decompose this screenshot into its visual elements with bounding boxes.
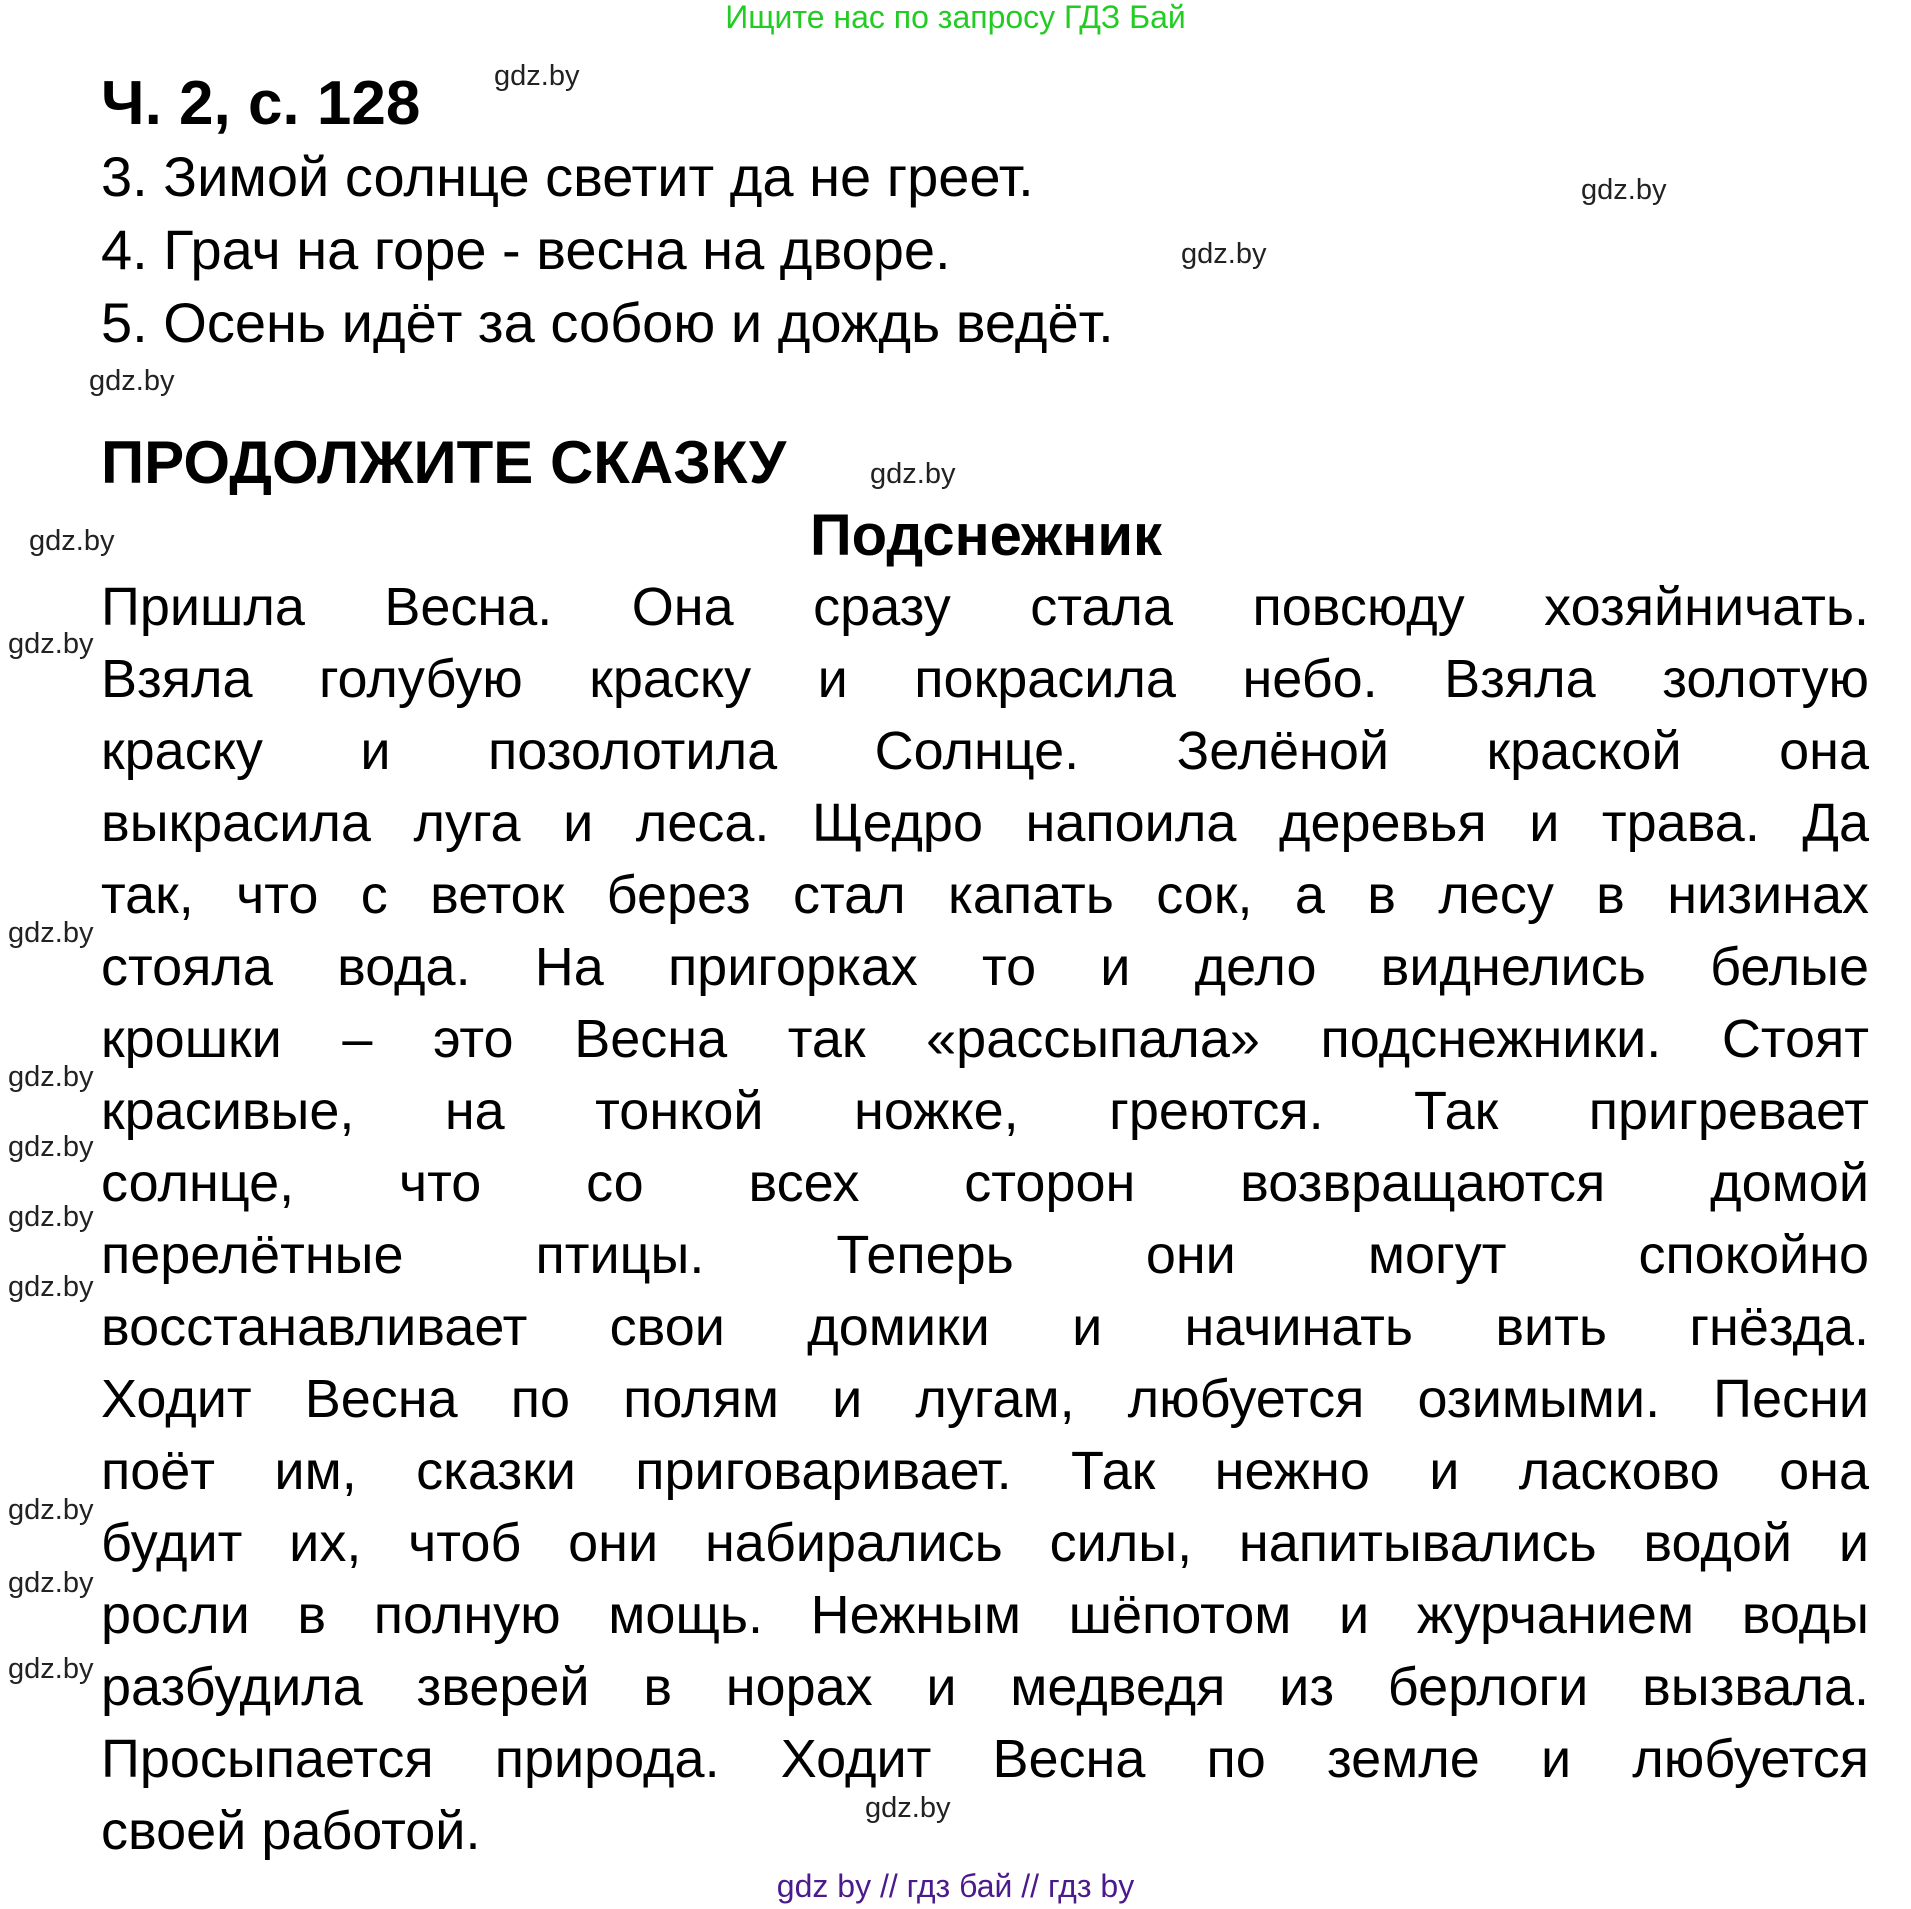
- story-line: выкрасила луга и леса. Щедро напоила деревья и трава. Да: [101, 793, 1869, 853]
- watermark: gdz.by: [1581, 174, 1667, 206]
- story-line: Просыпается природа. Ходит Весна по земле и любуется: [101, 1729, 1869, 1789]
- watermark: gdz.by: [8, 1061, 94, 1093]
- watermark: gdz.by: [29, 525, 115, 557]
- story-title: Подснежник: [809, 503, 1163, 568]
- story-line: Пришла Весна. Она сразу стала повсюду хозяйничать.: [101, 577, 1869, 637]
- proverb-3: 3. Зимой солнце светит да не греет.: [101, 145, 1034, 208]
- story-line: Ходит Весна по полям и лугам, любуется озимыми. Песни: [101, 1369, 1869, 1429]
- story-line: красивые, на тонкой ножке, греются. Так пригревает: [101, 1081, 1869, 1141]
- story-line: солнце, что со всех сторон возвращаются домой: [101, 1153, 1869, 1213]
- watermark: gdz.by: [870, 458, 956, 490]
- watermark: gdz.by: [8, 917, 94, 949]
- page-title: Ч. 2, с. 128: [101, 69, 421, 138]
- bottom-banner: gdz by // гдз бай // гдз by: [776, 1868, 1135, 1904]
- story-line: перелётные птицы. Теперь они могут спокойно: [101, 1225, 1869, 1285]
- story-line: Взяла голубую краску и покрасила небо. Взяла золотую: [101, 649, 1869, 709]
- proverb-5: 5. Осень идёт за собою и дождь ведёт.: [101, 291, 1114, 354]
- story-line: будит их, чтоб они набирались силы, напитывались водой и: [101, 1513, 1869, 1573]
- section-heading: ПРОДОЛЖИТЕ СКАЗКУ: [101, 429, 787, 496]
- watermark: gdz.by: [8, 1653, 94, 1685]
- watermark: gdz.by: [8, 628, 94, 660]
- story-line: поёт им, сказки приговаривает. Так нежно и ласково она: [101, 1441, 1869, 1501]
- story-line: своей работой.: [101, 1801, 481, 1861]
- story-line: стояла вода. На пригорках то и дело виднелись белые: [101, 937, 1869, 997]
- story-line: крошки – это Весна так «рассыпала» подснежники. Стоят: [101, 1009, 1869, 1069]
- watermark: gdz.by: [1181, 238, 1267, 270]
- top-banner: Ищите нас по запросу ГДЗ Бай: [725, 0, 1186, 35]
- watermark: gdz.by: [8, 1201, 94, 1233]
- proverb-4: 4. Грач на горе - весна на дворе.: [101, 218, 951, 281]
- story-line: краску и позолотила Солнце. Зелёной краской она: [101, 721, 1869, 781]
- story-line: восстанавливает свои домики и начинать вить гнёзда.: [101, 1297, 1869, 1357]
- watermark: gdz.by: [89, 365, 175, 397]
- story-line: так, что с веток берез стал капать сок, а в лесу в низинах: [101, 865, 1869, 925]
- story-line: разбудила зверей в норах и медведя из берлоги вызвала.: [101, 1657, 1869, 1717]
- watermark: gdz.by: [8, 1131, 94, 1163]
- watermark: gdz.by: [494, 60, 580, 92]
- watermark: gdz.by: [865, 1792, 951, 1824]
- watermark: gdz.by: [8, 1567, 94, 1599]
- watermark: gdz.by: [8, 1494, 94, 1526]
- story-line: росли в полную мощь. Нежным шёпотом и журчанием воды: [101, 1585, 1869, 1645]
- watermark: gdz.by: [8, 1271, 94, 1303]
